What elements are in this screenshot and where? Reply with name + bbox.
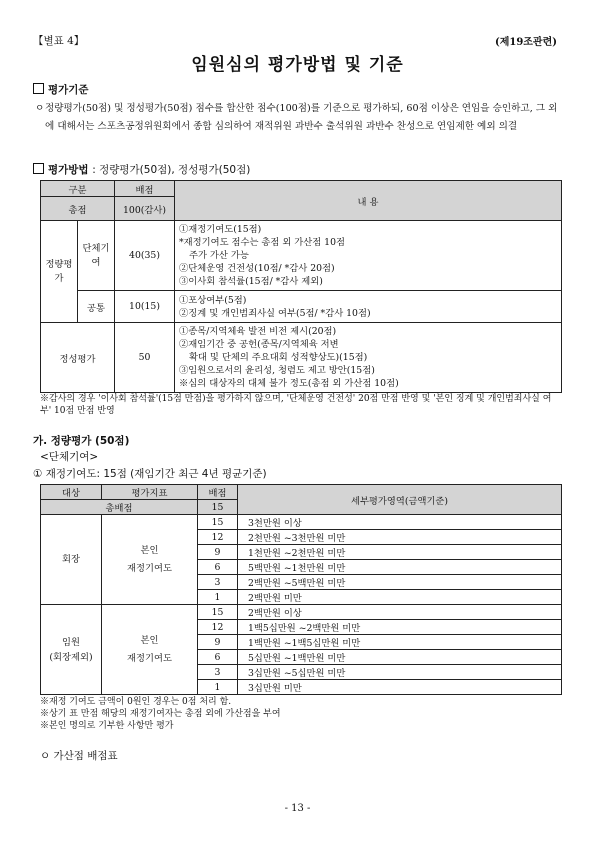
quant-label: 정량평가 xyxy=(41,221,78,323)
amount-cell: 2천만원 ~3천만원 미만 xyxy=(238,530,562,545)
officer-index: 본인 재정기여도 xyxy=(102,605,198,695)
points-cell: 9 xyxy=(198,635,238,650)
annex-label: 【별표 4】 xyxy=(33,35,85,47)
common-items: ①포상여부(5점) ②징계 및 개인범죄사실 여부(5점/ *감사 10점) xyxy=(175,291,562,323)
page-title: 임원심의 평가방법 및 기준 xyxy=(191,55,404,75)
amount-cell: 1백5십만원 ~2백만원 미만 xyxy=(238,620,562,635)
amount-cell: 3십만원 미만 xyxy=(238,680,562,695)
page-number: - 13 - xyxy=(284,803,311,814)
points-cell: 3 xyxy=(198,665,238,680)
col-index: 평가지표 xyxy=(102,485,198,500)
amount-cell: 3십만원 ~5십만원 미만 xyxy=(238,665,562,680)
table-row xyxy=(41,605,562,620)
method-table xyxy=(40,180,562,393)
chair-target: 회장 xyxy=(41,515,102,605)
chair-index: 본인 재정기여도 xyxy=(102,515,198,605)
amount-cell: 2백만원 ~5백만원 미만 xyxy=(238,575,562,590)
org-points: 40(35) xyxy=(115,221,175,291)
col-detail: 세부평가영역(금액기준) xyxy=(238,485,562,515)
qual-points: 50 xyxy=(115,323,175,393)
points-cell: 1 xyxy=(198,680,238,695)
method-note: ※감사의 경우 '이사회 참석률'(15점 만점)을 평가하지 않으며, '단체운영 건전성' 20점 만점 반영 및 '본인 징계 및 개인범죄사실 여부' 10점 만점 반영 xyxy=(40,394,552,416)
common-label: 공통 xyxy=(78,291,115,323)
points-cell: 1 xyxy=(198,590,238,605)
points-cell: 6 xyxy=(198,560,238,575)
table-row xyxy=(41,515,562,530)
amount-cell: 2백만원 이상 xyxy=(238,605,562,620)
total-label: 총점 xyxy=(41,197,115,221)
section-a-heading: 가. 정량평가 (50점) xyxy=(33,435,130,447)
org-items: ①재정기여도(15점) *재정기여도 점수는 총점 외 가산점 10점 주가 가산 가능 ②단체운영 건전성(10점/ *감사 20점) ③이사회 참석률(15점/ *감사 제외) xyxy=(175,221,562,291)
col-points: 배점 xyxy=(115,181,175,197)
bonus-table-label: ㅇ 가산점 배점표 xyxy=(40,750,118,762)
officer-target: 임원 (회장제외) xyxy=(41,605,102,695)
col-category: 구분 xyxy=(41,181,115,197)
criteria-paragraph: ㅇ 정량평가(50점) 및 정성평가(50점) 점수를 합산한 점수(100점)를 기준으로 평가하되, 60점 이상은 연임을 승인하고, 그 외에 대해서는 스포츠공정위원회에서 종합 심의하여 재적위원 과반수 출석위원 과반수 찬성으로 연임제한 예외 의결 xyxy=(45,100,560,136)
total-label: 총배점 xyxy=(41,500,198,515)
contribution-table xyxy=(40,484,562,695)
amount-cell: 1천만원 ~2천만원 미만 xyxy=(238,545,562,560)
article-reference: (제19조관련) xyxy=(494,37,557,48)
checkbox-square-icon xyxy=(33,83,44,94)
qual-items: ①종목/지역체육 발전 비전 제시(20점) ②재임기간 중 공헌(종목/지역체육 저변 확대 및 단체의 주요대회 성적향상도)(15점) ③임원으로서의 윤리성, 청렴도 제고 방안(15점) ※심의 대상자의 대체 불가 정도(총점 외 가산점 10점) xyxy=(175,323,562,393)
col-points: 배점 xyxy=(198,485,238,500)
points-cell: 15 xyxy=(198,605,238,620)
checkbox-square-icon xyxy=(33,163,44,174)
circle-bullet-icon: ㅇ xyxy=(35,103,45,114)
points-cell: 12 xyxy=(198,530,238,545)
section-a-subheading: <단체기여> xyxy=(40,451,99,463)
total-points: 100(감사) xyxy=(115,197,175,221)
method-heading: 평가방법 : 정량평가(50점), 정성평가(50점) xyxy=(33,162,250,177)
common-points: 10(15) xyxy=(115,291,175,323)
section-a-notes: ※재정 기여도 금액이 0원인 경우는 0점 처리 함. ※상기 표 만점 해당의 재정기여자는 총점 외에 가산점을 부여 ※본인 명의로 기부한 사항만 평가 xyxy=(40,697,281,731)
points-cell: 12 xyxy=(198,620,238,635)
amount-cell: 2백만원 미만 xyxy=(238,590,562,605)
points-cell: 9 xyxy=(198,545,238,560)
amount-cell: 1백만원 ~1백5십만원 미만 xyxy=(238,635,562,650)
amount-cell: 5십만원 ~1백만원 미만 xyxy=(238,650,562,665)
col-target: 대상 xyxy=(41,485,102,500)
criteria-heading: 평가기준 xyxy=(33,82,89,97)
points-cell: 3 xyxy=(198,575,238,590)
qual-label: 정성평가 xyxy=(41,323,115,393)
points-cell: 15 xyxy=(198,515,238,530)
points-cell: 6 xyxy=(198,650,238,665)
col-content: 내 용 xyxy=(175,181,562,221)
amount-cell: 3천만원 이상 xyxy=(238,515,562,530)
total-points: 15 xyxy=(198,500,238,515)
amount-cell: 5백만원 ~1천만원 미만 xyxy=(238,560,562,575)
section-a-item: ① 재정기여도: 15점 (재임기간 최근 4년 평균기준) xyxy=(33,468,267,480)
org-label: 단체기여 xyxy=(78,221,115,291)
